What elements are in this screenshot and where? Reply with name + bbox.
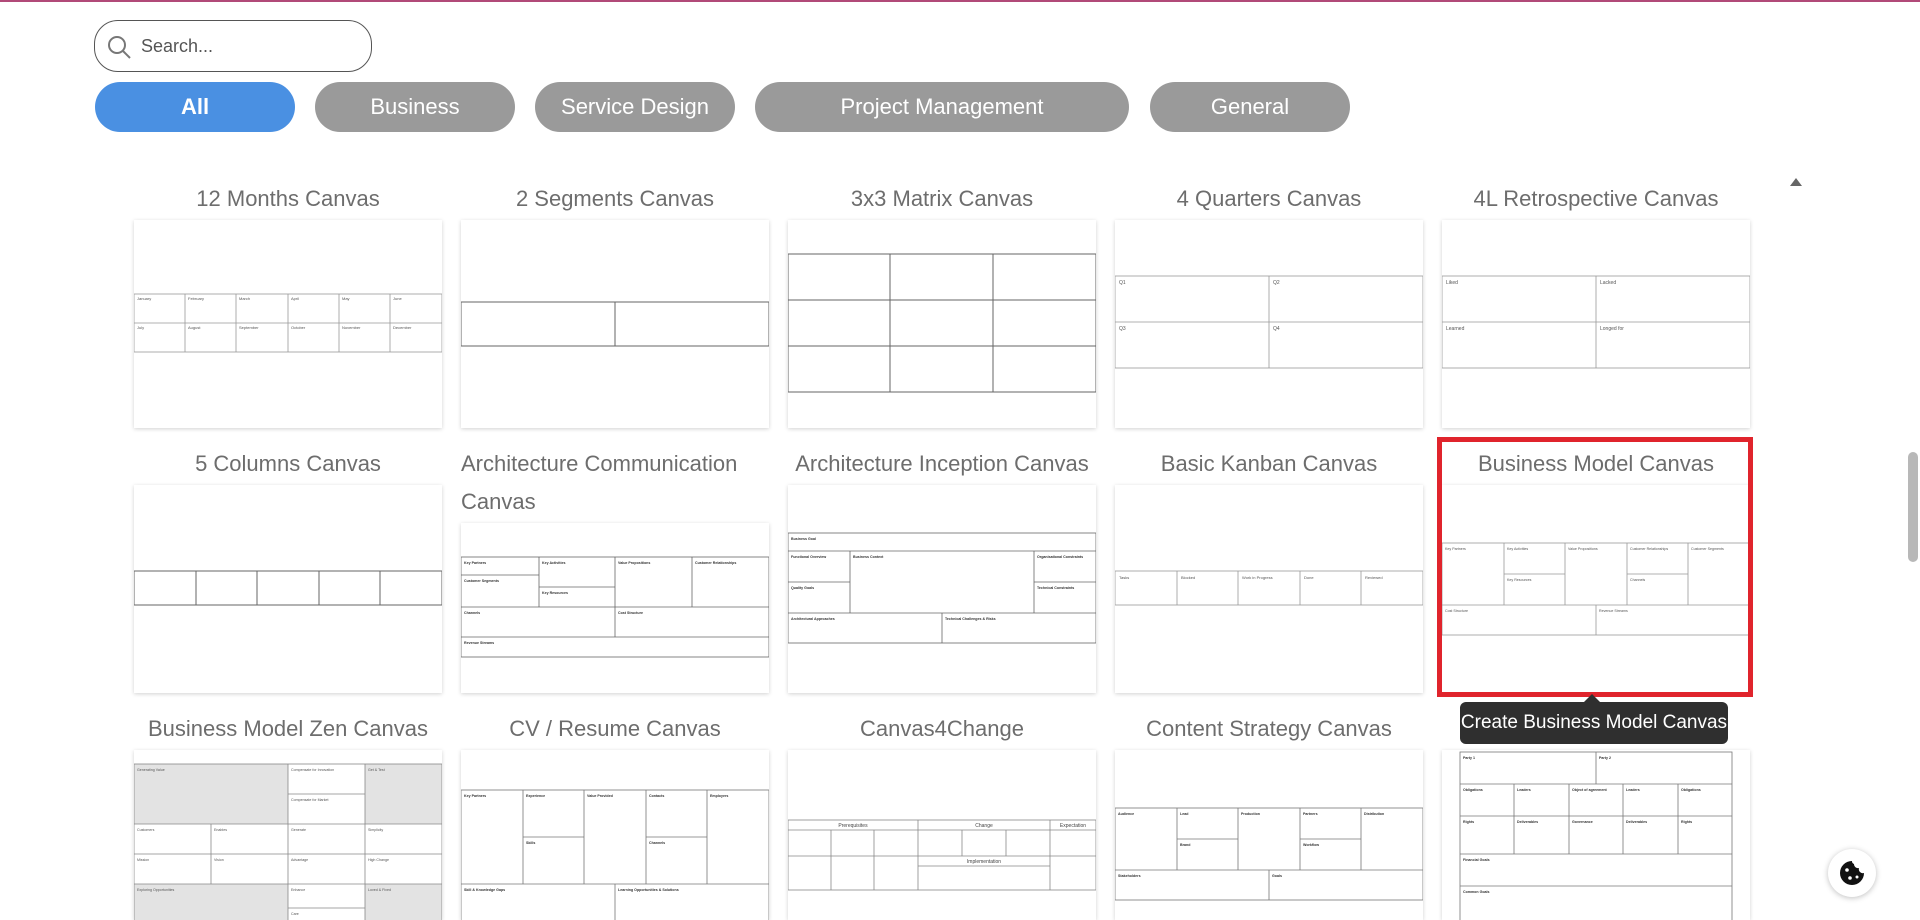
filter-all[interactable]: All [95,82,295,132]
svg-text:Deliverables: Deliverables [1626,820,1648,824]
filter-general[interactable]: General [1150,82,1350,132]
svg-text:Employers: Employers [710,794,729,798]
template-thumbnail[interactable] [1442,220,1750,428]
svg-text:Goals: Goals [1272,874,1282,878]
svg-text:Prerequisites: Prerequisites [838,823,868,829]
svg-text:Lacked: Lacked [1600,280,1617,286]
svg-text:Rights: Rights [1681,820,1693,824]
template-card-12-months[interactable] [134,180,442,430]
filter-project-management[interactable]: Project Management [755,82,1129,132]
svg-text:Compensate for Innovation: Compensate for Innovation [291,768,335,772]
svg-text:Partners: Partners [1303,812,1318,816]
template-title: Architecture Inception Canvas [795,451,1089,476]
template-title: Business Model Zen Canvas [147,716,429,741]
template-title: Canvas4Change [860,716,1024,741]
filter-service-design[interactable]: Service Design [535,82,735,132]
template-thumbnail[interactable] [461,220,769,428]
svg-text:Q1: Q1 [1119,280,1126,286]
svg-text:Implementation: Implementation [966,859,1002,865]
svg-text:Compensate for Market: Compensate for Market [291,798,329,802]
svg-text:Customer Segments: Customer Segments [1691,547,1724,551]
template-thumbnail[interactable] [1115,220,1423,428]
template-card-architecture-inception[interactable] [788,445,1096,695]
template-thumbnail[interactable] [134,220,442,428]
svg-text:Object of agreement: Object of agreement [1572,788,1607,792]
svg-text:Key Activities: Key Activities [542,561,566,565]
top-accent-line [0,0,1920,2]
template-card-4l-retrospective[interactable] [1442,180,1750,430]
svg-text:Q4: Q4 [1273,326,1280,332]
template-title: 5 Columns Canvas [195,451,381,476]
svg-text:High Change: High Change [368,858,389,862]
cookie-icon [1838,859,1866,887]
svg-text:Q3: Q3 [1119,326,1126,332]
cookie-settings-button[interactable] [1828,849,1876,897]
svg-text:Customer Segments: Customer Segments [464,579,499,583]
svg-text:Enhance: Enhance [291,888,306,892]
svg-text:Party 2: Party 2 [1599,756,1611,760]
svg-text:Generating Value: Generating Value [137,768,165,772]
svg-text:Channels: Channels [464,611,481,615]
svg-text:Customer Relationships: Customer Relationships [695,561,737,565]
svg-text:Business Context: Business Context [853,555,884,559]
svg-text:Cost Structure: Cost Structure [1445,609,1468,613]
template-title: Basic Kanban Canvas [1160,451,1378,476]
svg-text:Key Resources: Key Resources [542,591,568,595]
template-title: 2 Segments Canvas [515,186,715,211]
svg-text:Expectation: Expectation [1059,823,1087,829]
svg-text:Obligations: Obligations [1681,788,1701,792]
template-card-business-model-zen[interactable] [134,710,442,920]
template-card-5-columns[interactable] [134,445,442,695]
template-thumbnail[interactable] [461,750,769,920]
svg-text:Party 1: Party 1 [1463,756,1475,760]
template-title: Business Model Canvas [1477,451,1714,476]
template-thumbnail[interactable] [1442,750,1750,920]
svg-text:Reviewed: Reviewed [1365,575,1383,580]
search-input[interactable] [141,31,361,61]
svg-text:Skill & Knowledge Gaps: Skill & Knowledge Gaps [464,888,506,892]
svg-text:Financial Goals: Financial Goals [1463,858,1490,862]
svg-text:Common Goals: Common Goals [1463,890,1490,894]
template-thumbnail[interactable] [1115,485,1423,693]
svg-text:Vision: Vision [214,858,224,862]
svg-text:Tasks: Tasks [1119,575,1130,580]
template-thumbnail[interactable] [788,750,1096,920]
svg-text:Get & Test: Get & Test [368,768,385,772]
svg-text:Cost Structure: Cost Structure [618,611,643,615]
svg-text:Mission: Mission [137,858,150,862]
svg-text:Brand: Brand [1180,843,1191,847]
svg-text:Key Partners: Key Partners [464,561,487,565]
template-thumbnail[interactable] [134,485,442,693]
svg-text:Longed for: Longed for [1600,326,1624,332]
template-card-cv-resume[interactable] [461,710,769,920]
svg-text:July: July [137,325,145,330]
svg-text:Exploring Opportunities: Exploring Opportunities [137,888,175,892]
svg-text:Value Propositions: Value Propositions [1568,547,1598,551]
template-card-content-strategy[interactable] [1115,710,1423,920]
svg-text:Contacts: Contacts [649,794,665,798]
template-title: 4 Quarters Canvas [1176,186,1362,211]
svg-text:May: May [342,296,350,301]
svg-text:Key Resources: Key Resources [1507,578,1532,582]
scrollbar-thumb[interactable] [1908,452,1918,562]
svg-text:Learned: Learned [1446,326,1465,332]
template-card-4-quarters[interactable] [1115,180,1423,430]
svg-text:Business Goal: Business Goal [791,537,816,541]
template-title: Content Strategy Canvas [1146,716,1392,741]
svg-text:Production: Production [1241,812,1260,816]
svg-text:Architectural Approaches: Architectural Approaches [791,617,835,621]
svg-text:Distribution: Distribution [1364,812,1385,816]
svg-text:Blocked: Blocked [1181,575,1196,580]
template-thumbnail[interactable] [788,485,1096,693]
template-title: 12 Months Canvas [196,186,380,211]
svg-text:Customer Relationships: Customer Relationships [1630,547,1669,551]
svg-text:Lead: Lead [1180,812,1189,816]
svg-text:Simplicity: Simplicity [368,828,384,832]
template-title: Architecture Communication Canvas [461,451,738,514]
search-box[interactable] [94,20,372,72]
svg-text:Deliverables: Deliverables [1517,820,1539,824]
svg-text:Workflow: Workflow [1303,843,1320,847]
svg-text:Revenue Streams: Revenue Streams [1599,609,1628,613]
svg-text:Advantage: Advantage [291,858,309,862]
template-card-architecture-communication[interactable] [461,445,769,695]
svg-text:Customers: Customers [137,828,155,832]
svg-text:February: February [188,296,205,301]
create-template-tooltip: Create Business Model Canvas [1460,702,1728,744]
svg-text:August: August [188,325,201,330]
svg-text:Obligations: Obligations [1463,788,1483,792]
svg-text:Functional Overview: Functional Overview [791,555,827,559]
svg-text:Enables: Enables [214,828,227,832]
template-card-3x3-matrix[interactable] [788,180,1096,430]
svg-text:December: December [393,325,412,330]
search-icon [105,33,133,61]
svg-text:Q2: Q2 [1273,280,1280,286]
svg-text:Work in Progress: Work in Progress [1242,575,1273,580]
svg-text:Technical Constraints: Technical Constraints [1037,586,1075,590]
svg-text:Organisational Constraints: Organisational Constraints [1037,555,1084,559]
template-thumbnail[interactable] [788,220,1096,428]
template-title: 3x3 Matrix Canvas [850,186,1034,211]
svg-text:Value Provided: Value Provided [587,794,613,798]
svg-text:September: September [239,325,259,330]
svg-text:Change: Change [975,823,993,829]
svg-text:Key Activities: Key Activities [1507,547,1529,551]
template-card-2-segments[interactable] [461,180,769,430]
svg-text:October: October [291,325,306,330]
template-thumbnail[interactable] [1115,750,1423,920]
svg-text:Stakeholders: Stakeholders [1118,874,1141,878]
template-card-canvas4change[interactable] [788,710,1096,920]
svg-text:Revenue Streams: Revenue Streams [464,641,495,645]
svg-text:Generate: Generate [291,828,306,832]
svg-text:March: March [239,296,251,301]
svg-text:Done: Done [1304,575,1314,580]
svg-text:Learning Opportunities & Solut: Learning Opportunities & Solutions [618,888,679,892]
svg-text:Loved & Fixed: Loved & Fixed [368,888,391,892]
svg-text:Liked: Liked [1446,280,1458,286]
svg-text:Care: Care [291,912,299,916]
template-thumbnail[interactable] [134,750,442,920]
template-title: CV / Resume Canvas [509,716,721,741]
svg-text:Leaders: Leaders [1626,788,1640,792]
filter-business[interactable]: Business [315,82,515,132]
template-thumbnail[interactable] [461,523,769,693]
svg-text:Value Propositions: Value Propositions [618,561,651,565]
svg-text:Rights: Rights [1463,820,1475,824]
svg-text:November: November [342,325,361,330]
svg-text:April: April [291,296,300,301]
svg-text:Audience: Audience [1118,812,1135,816]
svg-text:Leaders: Leaders [1517,788,1531,792]
template-title: 4L Retrospective Canvas [1473,186,1719,211]
svg-text:Skills: Skills [526,841,536,845]
svg-text:Governance: Governance [1572,820,1593,824]
template-card-basic-kanban[interactable] [1115,445,1423,695]
svg-text:Key Partners: Key Partners [464,794,487,798]
selected-card-highlight [1437,437,1753,697]
svg-text:Technical Challenges & Risks: Technical Challenges & Risks [945,617,996,621]
svg-text:Experience: Experience [526,794,546,798]
svg-text:January: January [137,296,152,301]
svg-text:Channels: Channels [649,841,666,845]
svg-text:Channels: Channels [1630,578,1646,582]
svg-text:Key Partners: Key Partners [1445,547,1466,551]
svg-text:Quality Goals: Quality Goals [791,586,815,590]
svg-text:June: June [393,296,402,301]
chevron-up-icon[interactable] [1790,178,1802,186]
